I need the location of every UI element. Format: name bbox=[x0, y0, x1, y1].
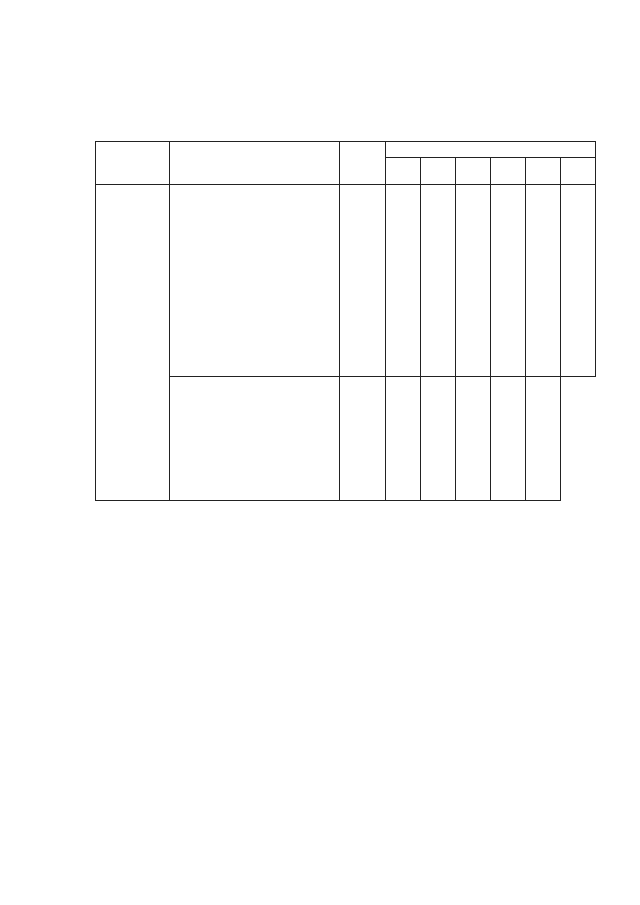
row-value bbox=[491, 377, 526, 501]
row-value bbox=[561, 185, 596, 377]
header-year bbox=[386, 158, 421, 185]
row-value bbox=[526, 377, 561, 501]
row-value bbox=[421, 377, 456, 501]
header-name bbox=[96, 142, 170, 185]
header-year bbox=[491, 158, 526, 185]
row-data-text bbox=[170, 185, 340, 377]
row-value bbox=[386, 185, 421, 377]
row-value bbox=[526, 185, 561, 377]
header-year bbox=[421, 158, 456, 185]
header-year bbox=[526, 158, 561, 185]
header-unit bbox=[340, 142, 386, 185]
row-value bbox=[421, 185, 456, 377]
row-value bbox=[491, 185, 526, 377]
header-year bbox=[456, 158, 491, 185]
row-value bbox=[456, 185, 491, 377]
indicators-table bbox=[95, 141, 596, 501]
row-value bbox=[456, 377, 491, 501]
row-value bbox=[386, 377, 421, 501]
group-name-quality bbox=[96, 185, 170, 501]
header-data bbox=[170, 142, 340, 185]
row-unit bbox=[340, 185, 386, 377]
row-data-text bbox=[170, 377, 340, 501]
header-value-group bbox=[386, 142, 596, 158]
header-year bbox=[561, 158, 596, 185]
row-unit bbox=[340, 377, 386, 501]
